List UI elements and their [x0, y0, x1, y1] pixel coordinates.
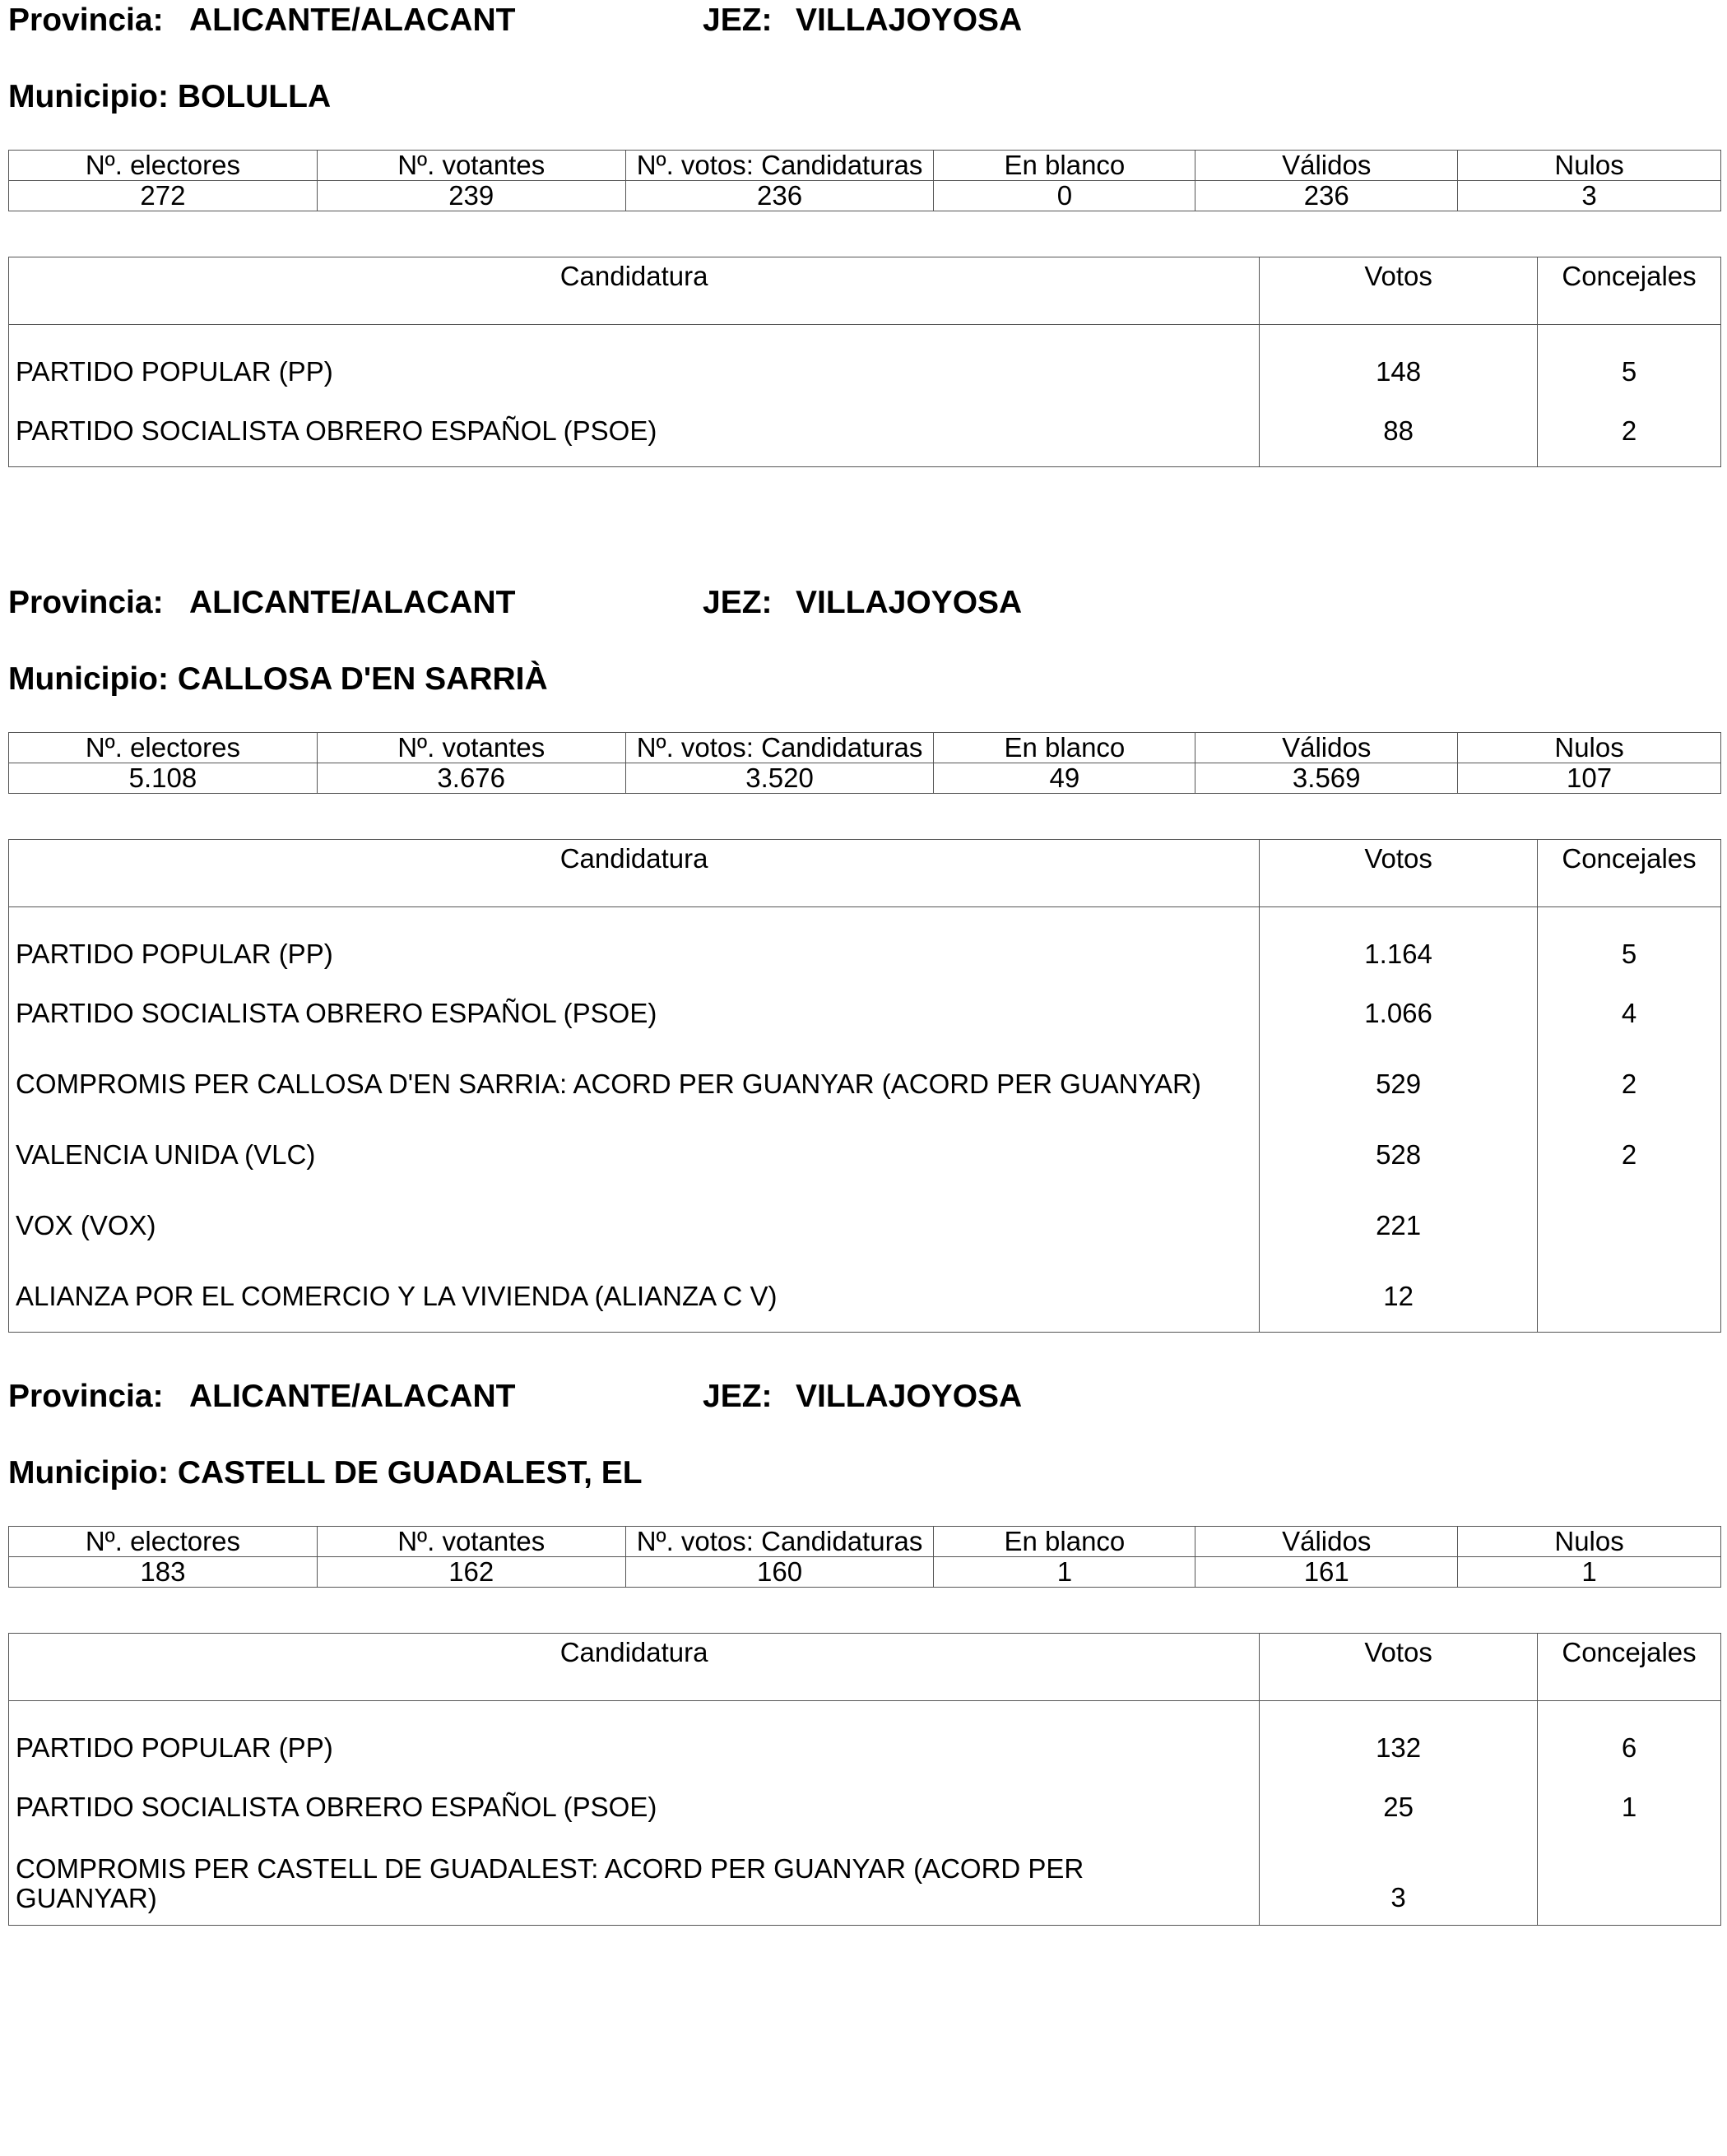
summary-header-row: [9, 1527, 1721, 1557]
provincia-value: ALICANTE/ALACANT: [189, 1379, 516, 1414]
header-nulos: Nulos: [1458, 1527, 1721, 1557]
candidate-votos: 529: [1260, 1049, 1538, 1120]
value-votantes: 239: [317, 181, 625, 211]
header-nulos: Nulos: [1458, 151, 1721, 181]
candidate-concejales: 2: [1538, 396, 1721, 467]
candidate-concejales: 1: [1538, 1772, 1721, 1843]
candidate-concejales: 4: [1538, 978, 1721, 1049]
value-nulos: 3: [1458, 181, 1721, 211]
candidate-concejales: 6: [1538, 1701, 1721, 1773]
header-concejales: Concejales: [1538, 840, 1721, 907]
candidate-row: [9, 325, 1721, 396]
header-concejales: Concejales: [1538, 257, 1721, 325]
provincia-label: Provincia:: [8, 1379, 164, 1414]
provincia-value: ALICANTE/ALACANT: [189, 585, 516, 620]
jez-value: VILLAJOYOSA: [796, 1379, 1023, 1414]
candidate-name: PARTIDO POPULAR (PP): [9, 325, 1260, 396]
municipio-value: BOLULLA: [177, 79, 332, 114]
header-nulos: Nulos: [1458, 733, 1721, 763]
header-validos: Válidos: [1195, 151, 1458, 181]
provincia-label: Provincia:: [8, 2, 164, 38]
candidate-row: [9, 1261, 1721, 1333]
municipio-label: Municipio:: [8, 661, 169, 697]
header-votos-candidaturas: Nº. votos: Candidaturas: [625, 733, 934, 763]
summary-table: [8, 1526, 1721, 1588]
candidate-votos: 132: [1260, 1701, 1538, 1773]
candidate-row: [9, 396, 1721, 467]
summary-header-row: [9, 733, 1721, 763]
candidate-row: [9, 1120, 1721, 1190]
candidate-votos: 148: [1260, 325, 1538, 396]
value-validos: 236: [1195, 181, 1458, 211]
header-validos: Válidos: [1195, 1527, 1458, 1557]
value-en-blanco: 49: [934, 763, 1195, 794]
value-votos-candidaturas: 236: [625, 181, 934, 211]
value-validos: 3.569: [1195, 763, 1458, 794]
candidate-name: PARTIDO POPULAR (PP): [9, 907, 1260, 979]
header-votos: Votos: [1260, 840, 1538, 907]
candidate-concejales: 5: [1538, 907, 1721, 979]
value-votos-candidaturas: 160: [625, 1557, 934, 1588]
value-votantes: 162: [317, 1557, 625, 1588]
summary-table: [8, 150, 1721, 211]
header-votantes: Nº. votantes: [317, 1527, 625, 1557]
candidates-header-row: [9, 840, 1721, 907]
candidate-row: [9, 1701, 1721, 1773]
jez-label: JEZ:: [703, 585, 773, 620]
municipio-line: [8, 659, 548, 700]
candidate-votos: 12: [1260, 1261, 1538, 1333]
header-votos: Votos: [1260, 1634, 1538, 1701]
header-votos-candidaturas: Nº. votos: Candidaturas: [625, 151, 934, 181]
candidate-row: [9, 978, 1721, 1049]
summary-value-row: [9, 1557, 1721, 1588]
provincia-label: Provincia:: [8, 585, 164, 620]
value-validos: 161: [1195, 1557, 1458, 1588]
jez-label: JEZ:: [703, 2, 773, 38]
candidate-votos: 88: [1260, 396, 1538, 467]
candidate-name: VOX (VOX): [9, 1190, 1260, 1261]
header-en-blanco: En blanco: [934, 1527, 1195, 1557]
municipality-section-callosa: [0, 582, 1727, 1339]
value-nulos: 107: [1458, 763, 1721, 794]
candidate-votos: 25: [1260, 1772, 1538, 1843]
header-electores: Nº. electores: [9, 733, 318, 763]
header-concejales: Concejales: [1538, 1634, 1721, 1701]
jez-value: VILLAJOYOSA: [796, 2, 1023, 38]
header-votantes: Nº. votantes: [317, 151, 625, 181]
candidate-name: VALENCIA UNIDA (VLC): [9, 1120, 1260, 1190]
candidate-concejales: 2: [1538, 1049, 1721, 1120]
municipio-label: Municipio:: [8, 79, 169, 114]
municipality-section-bolulla: [0, 0, 1727, 477]
header-candidatura: Candidatura: [9, 257, 1260, 325]
value-votos-candidaturas: 3.520: [625, 763, 934, 794]
candidate-concejales: [1538, 1843, 1721, 1926]
candidate-concejales: 5: [1538, 325, 1721, 396]
summary-header-row: [9, 151, 1721, 181]
header-votantes: Nº. votantes: [317, 733, 625, 763]
summary-value-row: [9, 763, 1721, 794]
header-candidatura: Candidatura: [9, 1634, 1260, 1701]
candidate-concejales: [1538, 1261, 1721, 1333]
candidate-name: PARTIDO SOCIALISTA OBRERO ESPAÑOL (PSOE): [9, 978, 1260, 1049]
value-nulos: 1: [1458, 1557, 1721, 1588]
header-votos-candidaturas: Nº. votos: Candidaturas: [625, 1527, 934, 1557]
header-votos: Votos: [1260, 257, 1538, 325]
candidate-votos: 1.066: [1260, 978, 1538, 1049]
candidate-row: [9, 1190, 1721, 1261]
summary-value-row: [9, 181, 1721, 211]
value-en-blanco: 1: [934, 1557, 1195, 1588]
municipio-line: [8, 77, 331, 118]
candidate-name: COMPROMIS PER CALLOSA D'EN SARRIA: ACORD PER GUANYAR (ACORD PER GUANYAR): [9, 1049, 1260, 1120]
municipio-value: CASTELL DE GUADALEST, EL: [177, 1455, 643, 1491]
value-electores: 183: [9, 1557, 318, 1588]
summary-table: [8, 732, 1721, 794]
candidates-table: [8, 257, 1721, 467]
header-candidatura: Candidatura: [9, 840, 1260, 907]
jez-value: VILLAJOYOSA: [796, 585, 1023, 620]
candidate-concejales: 2: [1538, 1120, 1721, 1190]
value-electores: 272: [9, 181, 318, 211]
header-validos: Válidos: [1195, 733, 1458, 763]
header-en-blanco: En blanco: [934, 151, 1195, 181]
municipality-section-castell-de-guadalest: [0, 1376, 1727, 1936]
municipio-line: [8, 1453, 643, 1494]
header-en-blanco: En blanco: [934, 733, 1195, 763]
candidate-name: ALIANZA POR EL COMERCIO Y LA VIVIENDA (ALIANZA C V): [9, 1261, 1260, 1333]
jez-label: JEZ:: [703, 1379, 773, 1414]
candidate-votos: 221: [1260, 1190, 1538, 1261]
candidate-row: [9, 1049, 1721, 1120]
candidate-votos: 528: [1260, 1120, 1538, 1190]
candidate-name: PARTIDO SOCIALISTA OBRERO ESPAÑOL (PSOE): [9, 396, 1260, 467]
value-votantes: 3.676: [317, 763, 625, 794]
candidates-table: [8, 1633, 1721, 1926]
candidates-header-row: [9, 1634, 1721, 1701]
value-en-blanco: 0: [934, 181, 1195, 211]
candidate-row: [9, 1772, 1721, 1843]
candidate-row: [9, 907, 1721, 979]
candidates-header-row: [9, 257, 1721, 325]
candidate-name: COMPROMIS PER CASTELL DE GUADALEST: ACORD PER GUANYAR (ACORD PER GUANYAR): [9, 1843, 1260, 1926]
candidate-votos: 1.164: [1260, 907, 1538, 979]
candidate-name: PARTIDO SOCIALISTA OBRERO ESPAÑOL (PSOE): [9, 1772, 1260, 1843]
municipio-value: CALLOSA D'EN SARRIÀ: [177, 661, 548, 697]
header-electores: Nº. electores: [9, 151, 318, 181]
provincia-value: ALICANTE/ALACANT: [189, 2, 516, 38]
candidate-votos: 3: [1260, 1843, 1538, 1926]
value-electores: 5.108: [9, 763, 318, 794]
candidate-name: PARTIDO POPULAR (PP): [9, 1701, 1260, 1773]
candidate-row: [9, 1843, 1721, 1926]
municipio-label: Municipio:: [8, 1455, 169, 1491]
header-electores: Nº. electores: [9, 1527, 318, 1557]
candidate-concejales: [1538, 1190, 1721, 1261]
candidates-table: [8, 839, 1721, 1333]
